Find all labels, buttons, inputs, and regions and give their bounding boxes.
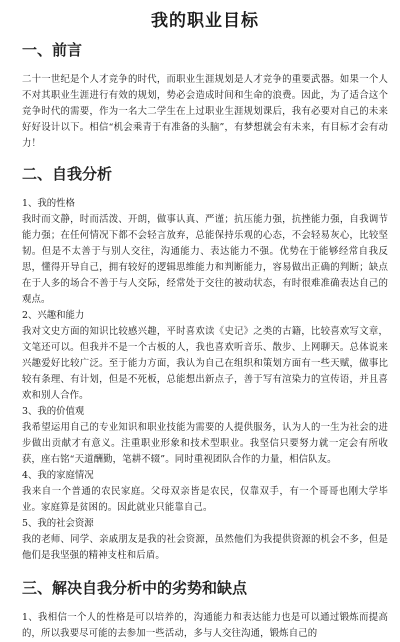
- subsection-body-personality: 我时而文静，时而活泼、开朗，做事认真、严谨；抗压能力强，抗挫能力强，自我调节能力强；在任何情况下都不会轻言放弃，总能保持乐观的心态，不会轻易灰心，比较坚韧。但是不太善于与别人交往，沟通能力、表达能力不强。优势在于能够经常自我反思，懂得开导自己，拥有较好的逻辑思维能力和判断能力，容易做出正确的判断；缺点在于人多的场合不善于与人交际，经常处于交往的被动状态，有时很难准确表达自己的观点。: [22, 214, 388, 305]
- weaknesses-paragraph: 1、我相信一个人的性格是可以培养的，沟通能力和表达能力也是可以通过锻炼而提高的，所以我要尽可能的去参加一些活动，多与人交往沟通，锻炼自己的: [22, 612, 388, 639]
- self-analysis-subsections: [22, 196, 388, 564]
- subsection-heading-values: 3、我的价值观: [22, 406, 85, 417]
- subsection-body-social-resources: 我的老师、同学、亲戚朋友是我的社会资源，虽然他们为我提供资源的机会不多，但是他们是我坚强的精神支柱和后盾。: [22, 534, 388, 561]
- document-title: 我的职业目标: [151, 11, 259, 31]
- subsection-body-family: 我来自一个普通的农民家庭。父母双亲皆是农民，仅靠双手，有一个哥哥也刚大学毕业。家庭算是贫困的。因此就业只能靠自己。: [22, 486, 388, 513]
- subsection-heading-personality: 1、我的性格: [22, 198, 75, 209]
- section-heading-self-analysis: 二、自我分析: [22, 165, 113, 183]
- preface-paragraph: 二十一世纪是个人才竞争的时代，而职业生涯规划是人才竞争的重要武器。如果一个人不对其职业生涯进行有效的规划，势必会造成时间和生命的浪费。因此，为了适合这个竞争时代的需要，作为一名大二学生在上过职业生涯规划课后，我有必要对自己的未来好好设计以下。相信“机会乘青于有准备的头脑”，有梦想就会有未来，有目标才会有动力！: [22, 74, 388, 149]
- section-heading-preface: 一、前言: [22, 41, 83, 59]
- section-heading-weaknesses: 三、解决自我分析中的劣势和缺点: [22, 579, 248, 597]
- subsection-body-values: 我希望运用自己的专业知识和职业技能为需要的人提供服务，认为人的一生为社会的进步做出贡献才有意义。注重职业形象和技术型职业。我坚信只要努力就一定会有所收获，座右铭“天道酬勤，笔耕不辍”。同时重视团队合作的力量，相信队友。: [22, 422, 388, 465]
- subsection-heading-family: 4、我的家庭情况: [22, 470, 94, 481]
- subsection-body-interests: 我对文史方面的知识比较感兴趣，平时喜欢读《史记》之类的古籍，比较喜欢写文章，文笔还可以。但我并不是一个古板的人，我也喜欢听音乐、散步、上网聊天。总体说来兴趣爱好比较广泛。至于能力方面，我认为自己在组织和策划方面有一些天赋，做事比较有条理、有计划，但是不死板，总能想出新点子，善于写有渲染力的宣传语，并且喜欢和别人合作。: [22, 326, 388, 401]
- subsection-heading-interests: 2、兴趣和能力: [22, 310, 85, 321]
- subsection-heading-social-resources: 5、我的社会资源: [22, 518, 94, 529]
